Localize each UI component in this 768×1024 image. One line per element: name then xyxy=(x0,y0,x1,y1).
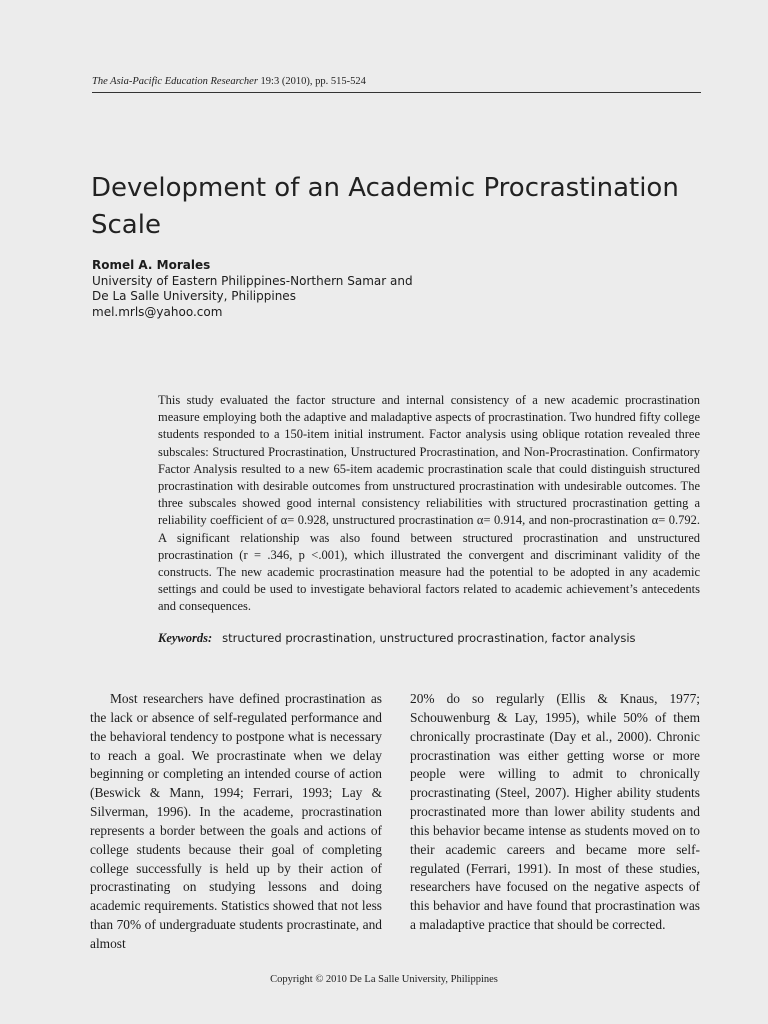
author-block xyxy=(92,258,692,320)
article-title: Development of an Academic Procrastination Scale xyxy=(91,173,679,240)
author-affiliation-1: University of Eastern Philippines-Northern Samar and xyxy=(92,273,413,288)
author-email: mel.mrls@yahoo.com xyxy=(92,304,223,319)
body-right-column: 20% do so regularly (Ellis & Knaus, 1977; Schouwenburg & Lay, 1995), while 50% of them chronically procrastinate (Day et al., 2000). Chronic procrastination was either getting worse or more people were willing to admit to chronically procrastinating (Steel, 2007). Higher ability students procrastinated more than lower ability students and this behavior became intense as students moved on to their academic careers and became more self-regulated (Ferrari, 1991). In most of these studies, researchers have focused on the negative aspects of this behavior and have found that procrastination was a maladaptive practice that should be corrected. xyxy=(410,691,700,933)
author-name: Romel A. Morales xyxy=(92,258,211,272)
journal-citation: 19:3 (2010), pp. 515-524 xyxy=(257,76,366,87)
journal-header xyxy=(92,76,366,87)
keywords-text: structured procrastination, unstructured procrastination, factor analysis xyxy=(222,631,636,645)
header-rule xyxy=(92,92,701,93)
copyright-footer: Copyright © 2010 De La Salle University, Philippines xyxy=(270,974,498,985)
keywords-label: Keywords: xyxy=(158,631,213,645)
journal-name: The Asia-Pacific Education Researcher xyxy=(92,76,258,87)
body-left-column: Most researchers have defined procrastination as the lack or absence of self-regulated performance and the behavioral tendency to postpone what is necessary to reach a goal. We procrastinate when we delay beginning or completing an intended course of action (Beswick & Mann, 1994; Ferrari, 1993; Lay & Silverman, 1996). In the academe, procrastination represents a border between the goals and actions of college students because their goal of completing college successfully is held up by their action of procrastinating on studying lessons and doing academic requirements. Statistics showed that not less than 70% of undergraduate students procrastinate, and almost xyxy=(90,691,382,951)
author-affiliation-2: De La Salle University, Philippines xyxy=(92,289,296,303)
keywords-line xyxy=(158,631,718,646)
abstract-text: This study evaluated the factor structure and internal consistency of a new academic procrastination measure employing both the adaptive and maladaptive aspects of procrastination. Two hundred fifty college students responded to a 150-item initial instrument. Factor analysis using oblique rotation revealed three subscales: Structured Procrastination, Unstructured Procrastination, and Non-Procrastination. Confirmatory Factor Analysis resulted to a new 65-item academic procrastination scale that could distinguish structured procrastination with desirable outcomes from unstructured procrastination with undesirable outcomes. The three subscales showed good internal consistency reliabilities with structured procrastination getting a reliability coefficient of α= 0.928, unstructured procrastination α= 0.914, and non-procrastination α= 0.792. A significant relationship was also found between structured procrastination and unstructured procrastination (r = .346, p <.001), which illustrated the convergent and discriminant validity of the constructs. The new academic procrastination measure had the potential to be adopted in any academic settings and could be used to investigate behavioral factors related to academic achievement’s antecedents and consequences. xyxy=(158,393,700,614)
